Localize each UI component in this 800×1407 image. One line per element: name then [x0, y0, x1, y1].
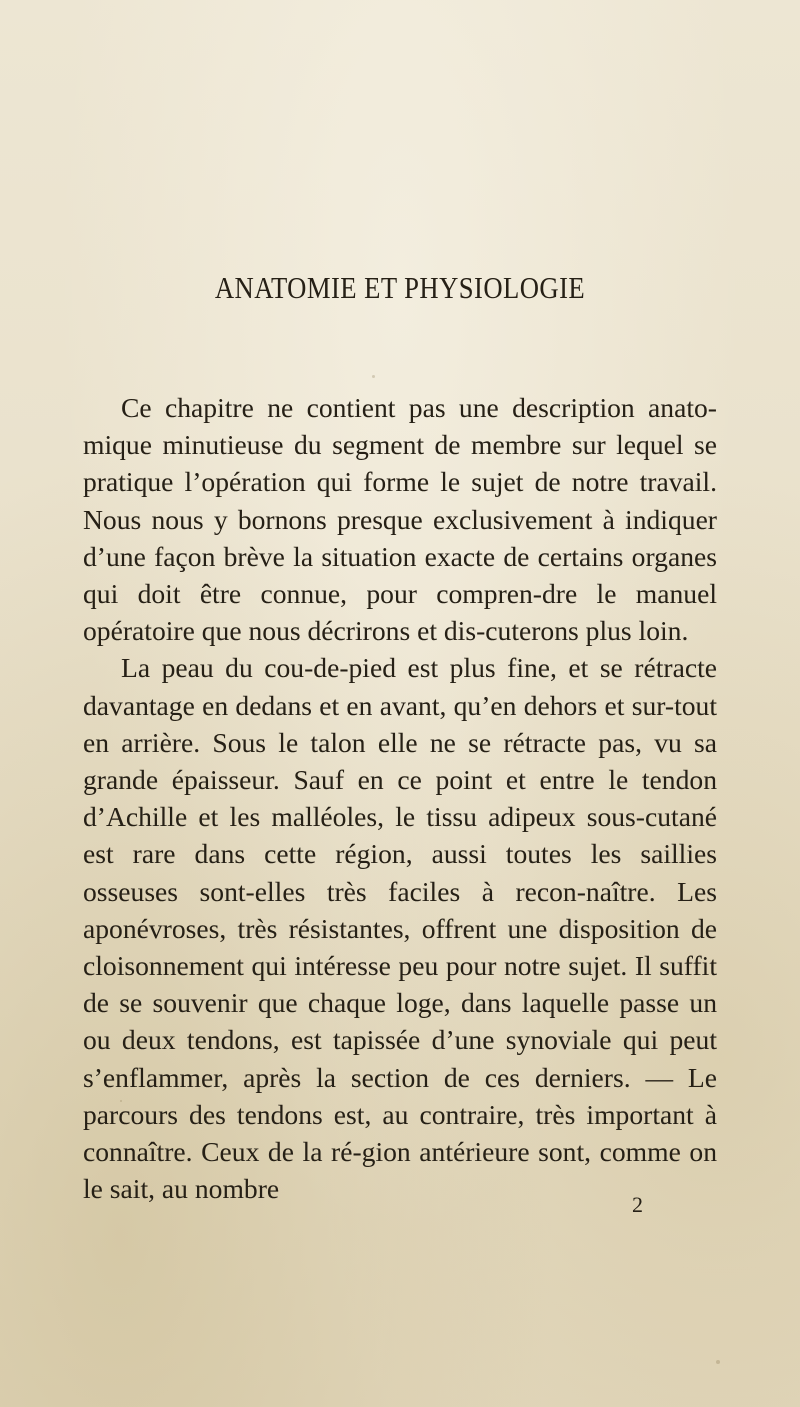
paper-speck — [120, 1100, 122, 1102]
body-text — [83, 389, 717, 1207]
page-number: 2 — [632, 1192, 643, 1217]
paragraph-2: La peau du cou-de-pied est plus fine, et se rétracte davantage en dedans et en avant, qu’en dehors et sur-tout en arrière. Sous le talon elle ne se rétracte pas, vu sa grande épaisseur. Sauf en ce point et entre le tendon d’Achille et les malléoles, le tissu adipeux sous-cutané est rare dans cette région, aussi toutes les saillies osseuses sont-elles très faciles à recon-naître. Les aponévroses, très résistantes, offrent une disposition de cloisonnement qui intéresse peu pour notre sujet. Il suffit de se souvenir que chaque loge, dans laquelle passe un ou deux tendons, est tapissée d’une synoviale qui peut s’enflammer, après la section de ces derniers. — Le parcours des tendons est, au contraire, très important à connaître. Ceux de la ré-gion antérieure sont, comme on le sait, au nombre — [83, 652, 717, 1205]
paper-speck — [372, 375, 375, 378]
paragraph-1: Ce chapitre ne contient pas une description anato-mique minutieuse du segment de membre sur lequel se pratique l’opération qui forme le sujet de notre travail. Nous nous y bornons presque exclusivement à indiquer d’une façon brève la situation exacte de certains organes qui doit être connue, pour compren-dre le manuel opératoire que nous décrirons et dis-cuterons plus loin. — [83, 392, 717, 647]
paper-speck — [716, 1360, 720, 1364]
chapter-title: ANATOMIE ET PHYSIOLOGIE — [214, 270, 586, 305]
